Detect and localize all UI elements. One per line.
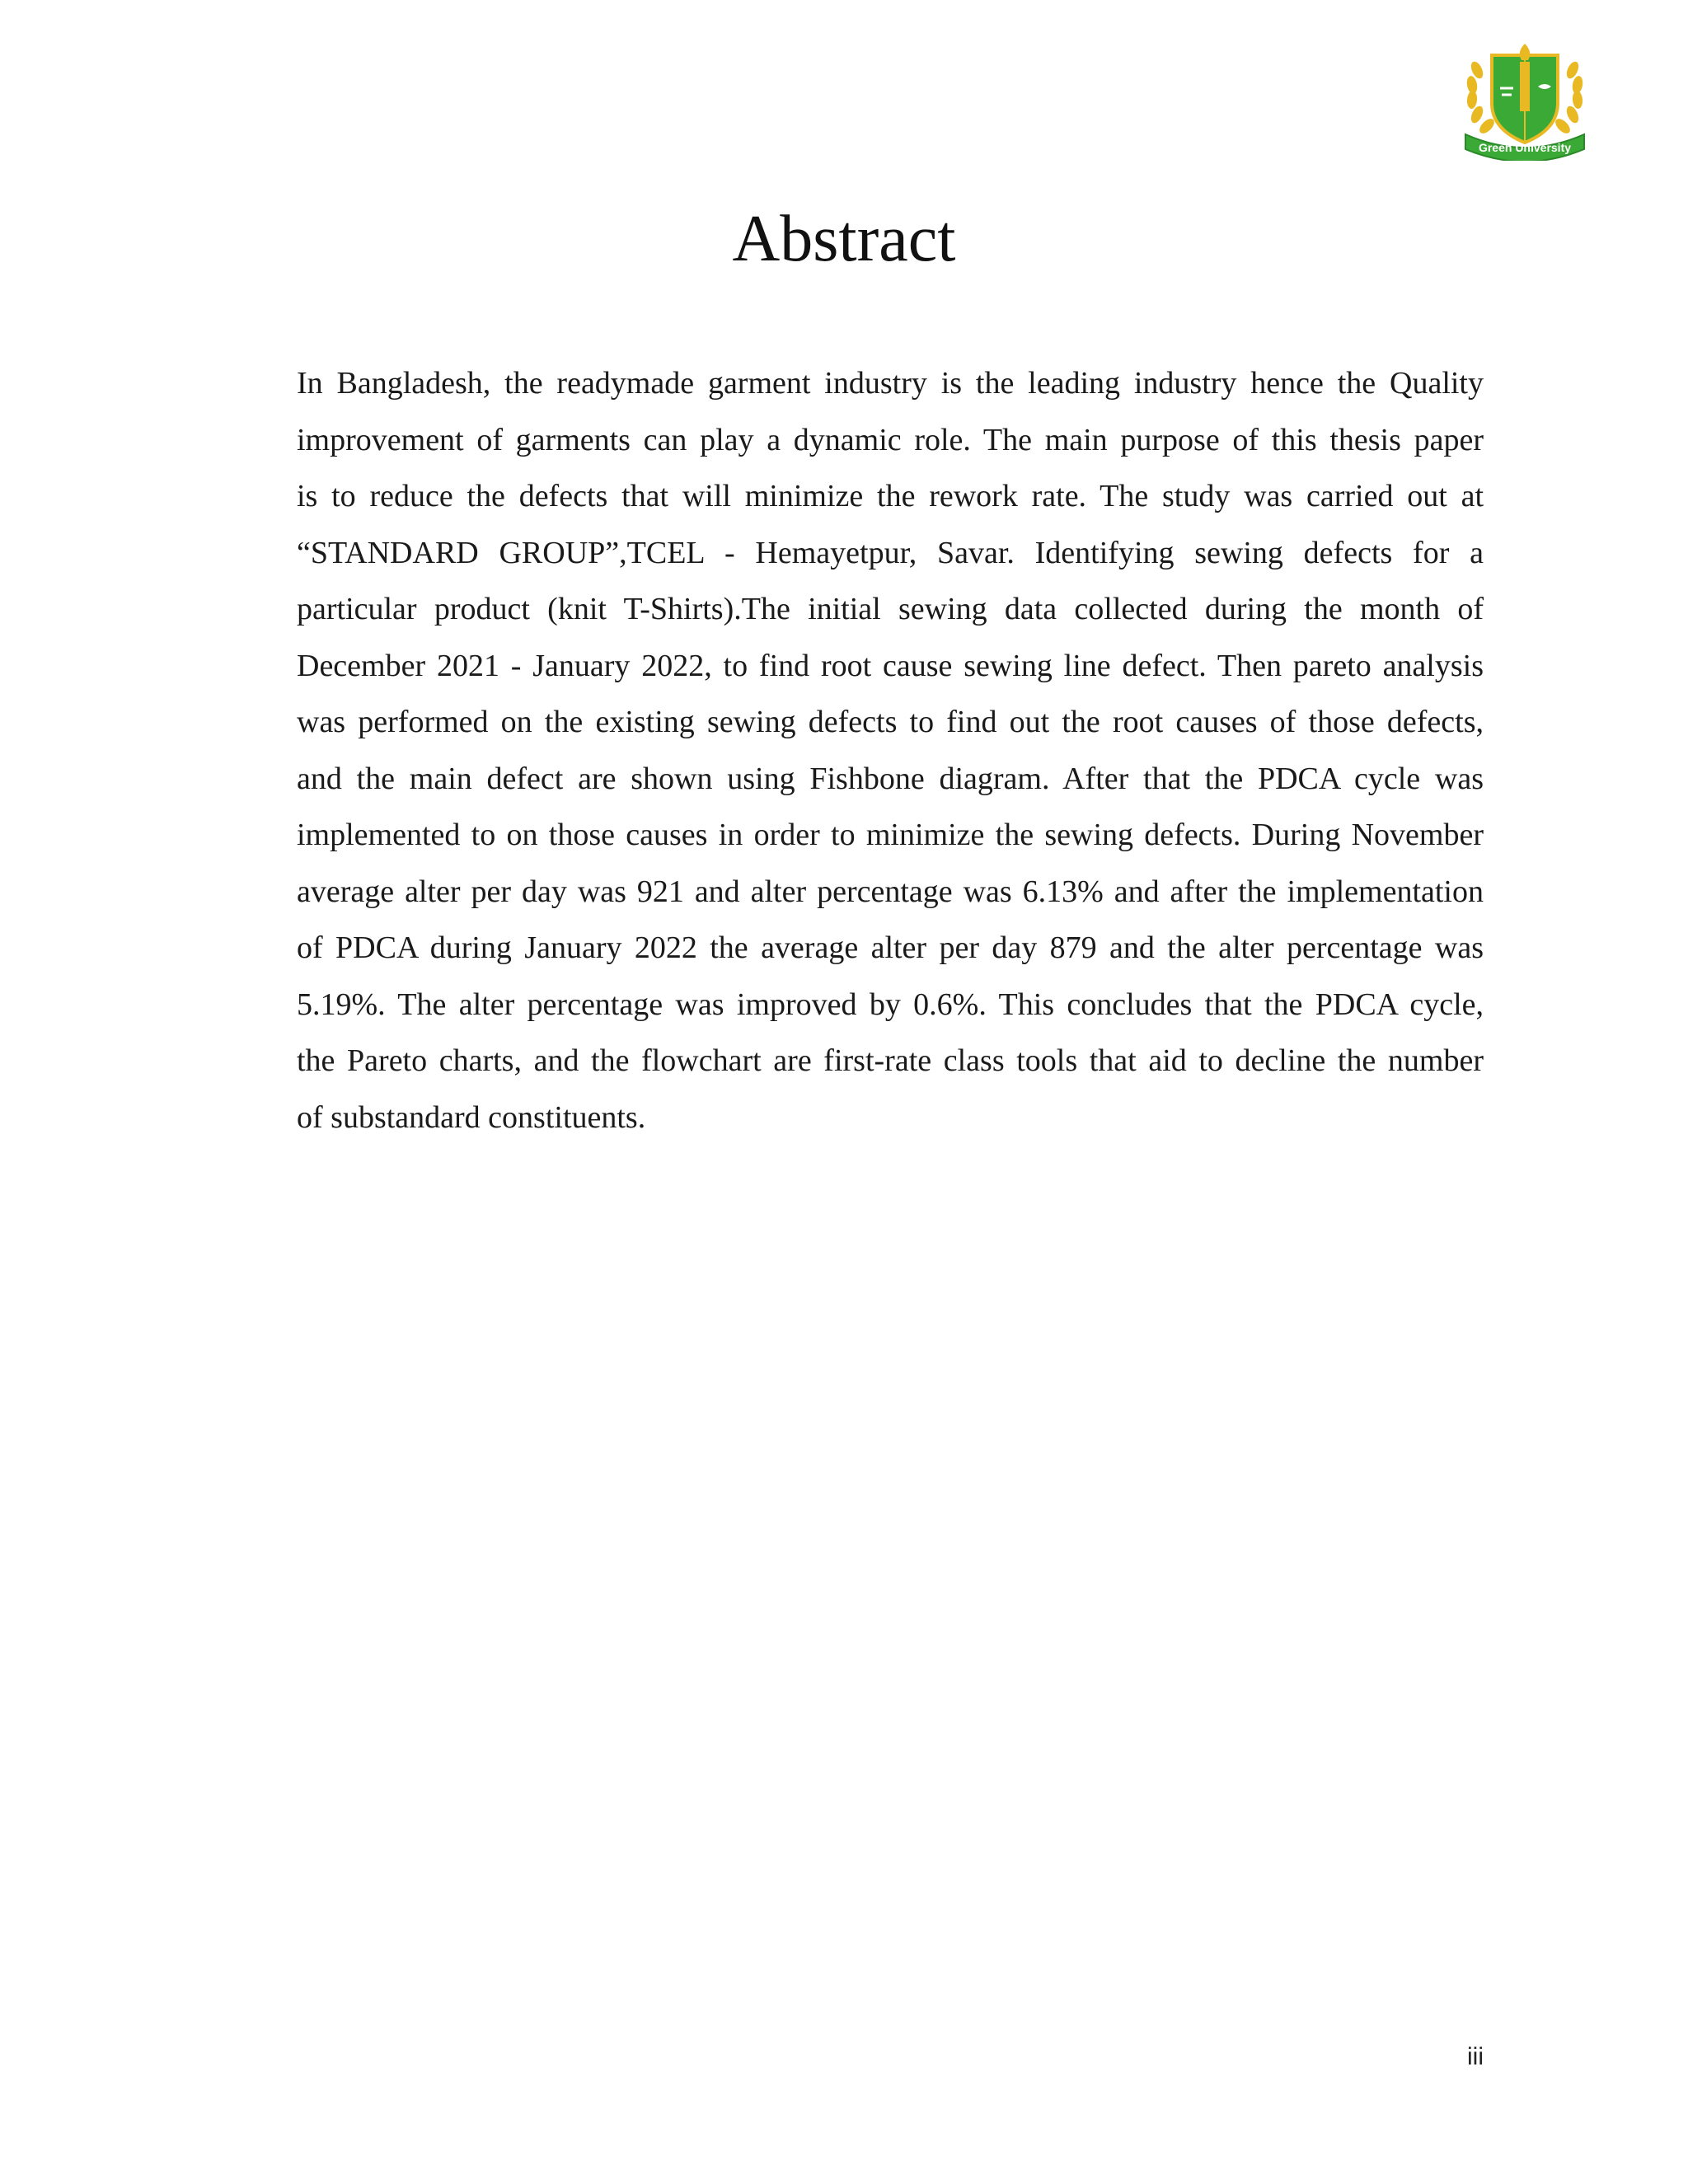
abstract-line: improvement of garments can play a dynamic role. The main purpose of this thesis paper [297, 422, 1484, 457]
abstract-line: of PDCA during January 2022 the average alter per day 879 and the alter percentage was [297, 930, 1484, 965]
abstract-line: 5.19%. The alter percentage was improved by 0.6%. This concludes that the PDCA cycle, [297, 987, 1484, 1022]
abstract-line: average alter per day was 921 and alter percentage was 6.13% and after the implementation [297, 874, 1484, 909]
logo-text: Green University [1478, 141, 1572, 154]
university-logo-icon [1459, 37, 1591, 161]
page-number: iii [1467, 2043, 1484, 2070]
abstract-line: and the main defect are shown using Fishbone diagram. After that the PDCA cycle was [297, 761, 1484, 796]
abstract-line: “STANDARD GROUP”,TCEL - Hemayetpur, Savar. Identifying sewing defects for a [297, 535, 1484, 570]
abstract-line: implemented to on those causes in order to minimize the sewing defects. During November [297, 818, 1484, 852]
abstract-paragraph [297, 355, 1484, 1146]
abstract-line: In Bangladesh, the readymade garment industry is the leading industry hence the Quality [297, 366, 1484, 401]
abstract-line: is to reduce the defects that will minimize the rework rate. The study was carried out at [297, 479, 1484, 513]
abstract-line: December 2021 - January 2022, to find root cause sewing line defect. Then pareto analysis [297, 648, 1484, 683]
abstract-line: was performed on the existing sewing defects to find out the root causes of those defects, [297, 705, 1484, 739]
abstract-line: particular product (knit T-Shirts).The initial sewing data collected during the month of [297, 592, 1484, 626]
abstract-line: of substandard constituents. [297, 1099, 646, 1135]
abstract-line: the Pareto charts, and the flowchart are first-rate class tools that aid to decline the number [297, 1043, 1484, 1078]
page-title: Abstract [732, 203, 956, 275]
